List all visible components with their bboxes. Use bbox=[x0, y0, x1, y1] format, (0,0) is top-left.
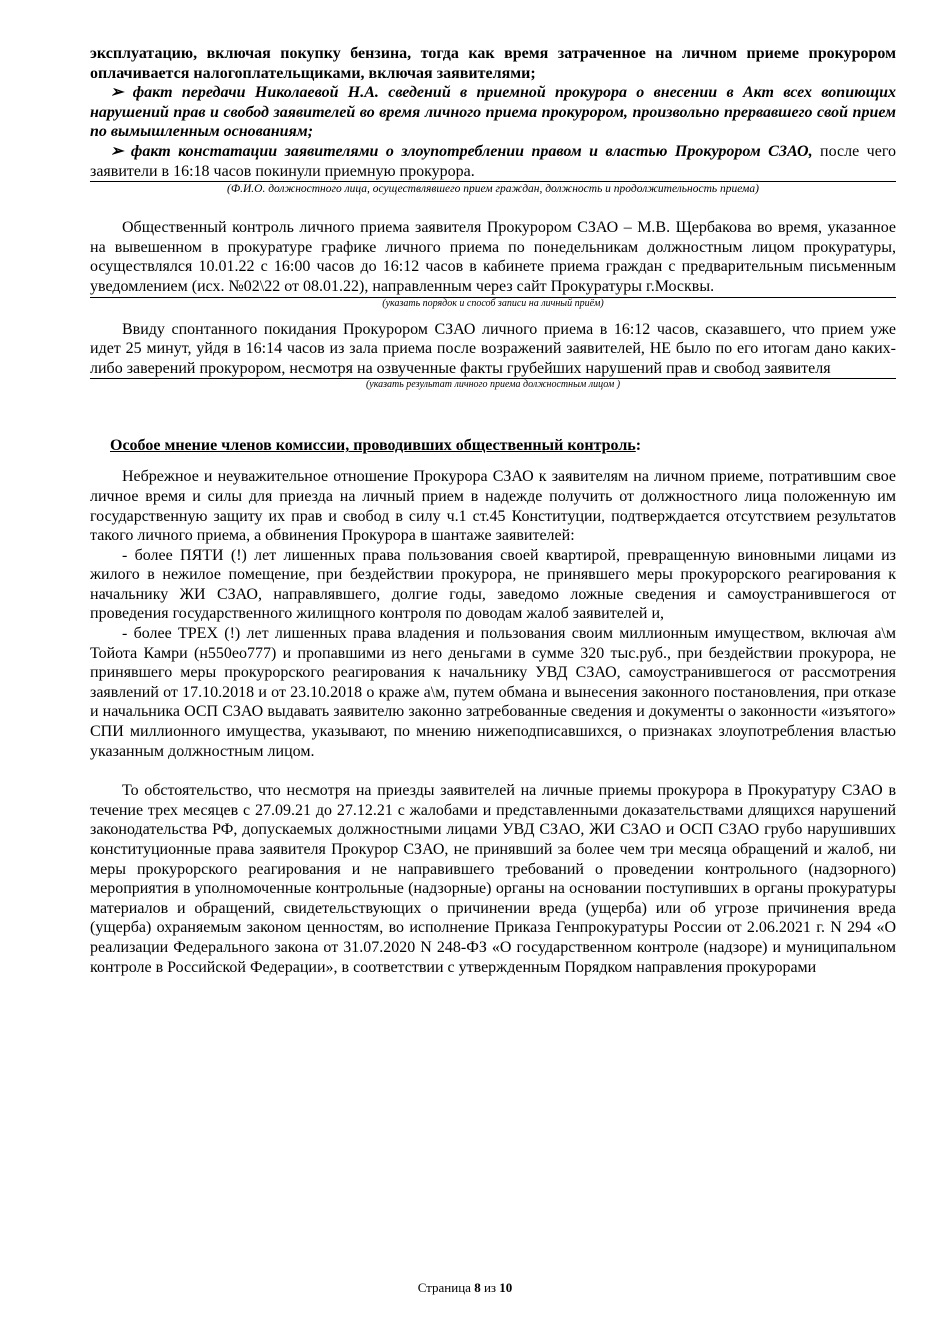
paragraph-opinion: Небрежное и неуважительное отношение Прокурора СЗАО к заявителям на личном приеме, потратившим свое личное время и силы для приезда на личный прием в надежде получить от должностного лица положенную им государственную защиту их прав и свобод в силу ч.1 ст.45 Конституции, подтверждается отсутствием результатов такого личного приема, а обвинения Прокурора в шантаже заявителей: bbox=[90, 468, 896, 545]
paragraph-three-years: - более ТРЕХ (!) лет лишенных права владения и пользования своим миллионным имуществом, включая а\м Тойота Камри (н550ео777) и пропавшими из него деньгами в сумме 320 тыс.руб., при бездействии прокурора, не принявшего меры прокурорского реагирования к начальнику УВД СЗАО, самоустранившегося от рассмотрения заявлений от 17.10.2018 и от 23.10.2018 о краже а\м, путем обмана и вынесения законного постановления, при отказе и начальника ОСП СЗАО выдавать заявителю законно затребованные сведения и документы о законности «изъятого» СПИ миллионного имущества, указывают, по мнению нижеподписавшихся, о признаках злоупотребления властью указанным должностным лицом. bbox=[90, 625, 896, 760]
footer-total-pages: 10 bbox=[499, 1280, 513, 1295]
paragraph-public-control: Общественный контроль личного приема заявителя Прокурором СЗАО – М.В. Щербакова во время, указанное на вывешенном в прокуратуре графике личного приема по понедельникам должностным лицом прокуратуры, осуществлялся 10.01.22 с 16:00 часов до 16:12 часов в кабинете приема граждан с предварительным письменным уведомлением (исх. №02\22 от 08.01.22), направленным через сайт Прокуратуры г.Москвы. bbox=[90, 218, 896, 297]
paragraph-continuation: эксплуатацию, включая покупку бензина, тогда как время затраченное на личном приеме прокурором оплачивается налогоплательщиками, включая заявителями; bbox=[90, 45, 896, 82]
section-heading-text: Особое мнение членов комиссии, проводивших общественный контроль bbox=[110, 437, 636, 455]
footer-prefix: Страница bbox=[417, 1280, 475, 1295]
caption-reception-result: (указать результат личного приема должностным лицом ) bbox=[365, 379, 621, 391]
caption-registration-method: (указать порядок и способ записи на личный приём) bbox=[382, 297, 604, 309]
bullet-item-2-rest: после чего заявители в 16:18 часов покинули приемную прокурора. bbox=[90, 142, 896, 180]
footer-page-number: 8 bbox=[474, 1280, 481, 1295]
bullet-item-2 bbox=[90, 142, 896, 182]
paragraph-five-years: - более ПЯТИ (!) лет лишенных права пользования своей квартирой, превращенную виновными лицами из жилого в нежилое помещение, при бездействии прокурора, не принявшего меры прокурорского реагирования к начальнику ЖИ СЗАО, направлявшего, долгие годы, заведомо ложные сведения и самоустранившегося от проведения государственного жилищного контроля по доводам жалоб заявителей и, bbox=[90, 546, 896, 623]
paragraph-reception-result: Ввиду спонтанного покидания Прокурором СЗАО личного приема в 16:12 часов, сказавшего, что прием уже идет 25 минут, уйдя в 16:14 часов из зала приема после возражений заявителей, НЕ было по его итогам дано каких-либо заверений прокурором, несмотря на озвученные факты грубейших нарушений прав и свобод заявителя bbox=[90, 320, 896, 380]
page-footer bbox=[0, 1280, 930, 1296]
caption-official-info: (Ф.И.О. должностного лица, осуществлявшего прием граждан, должность и продолжительность приема) bbox=[227, 183, 759, 196]
footer-middle: из bbox=[480, 1280, 500, 1295]
bullet-item-1: ➢ факт передачи Николаевой Н.А. сведений в приемной прокурора о внесении в Акт всех вопиющих нарушений прав и свобод заявителей во время личного приема прокурором, произвольно прервавшего свой прием по вымышленным основаниям; bbox=[90, 84, 896, 141]
document-page bbox=[90, 44, 896, 977]
section-heading-colon: : bbox=[635, 437, 642, 455]
bullet-item-2-bold: ➢ факт констатации заявителями о злоупотреблении правом и властью Прокурором СЗАО, bbox=[110, 142, 813, 160]
section-heading bbox=[90, 436, 896, 456]
paragraph-circumstance: То обстоятельство, что несмотря на приезды заявителей на личные приемы прокурора в Прокуратуру СЗАО в течение трех месяцев с 27.09.21 до 27.12.21 с жалобами и представленными доказательствами длящихся нарушений законодательства РФ, допускаемых должностными лицами УВД СЗАО, ЖИ СЗАО и ОСП СЗАО грубо нарушивших конституционные права заявителя Прокурор СЗАО, не принявший за более чем три месяца обращений и жалоб, ни меры прокурорского реагирования и не направившего требований о проведении контрольного (надзорного) мероприятия в уполномоченные контрольные (надзорные) органы на основании поступивших в органы прокуратуры материалов и обращений, свидетельствующих о причинении вреда (ущерба) или об угрозе причинения вреда (ущерба) охраняемым законом ценностям, во исполнение Приказа Генпрокуратуры России от 2.06.2021 г. N 294 «О реализации Федерального закона от 31.07.2020 N 248-ФЗ «О государственном контроле (надзоре) и муниципальном контроле в Российской Федерации», в соответствии с утвержденным Порядком направления прокурорами bbox=[90, 782, 896, 976]
